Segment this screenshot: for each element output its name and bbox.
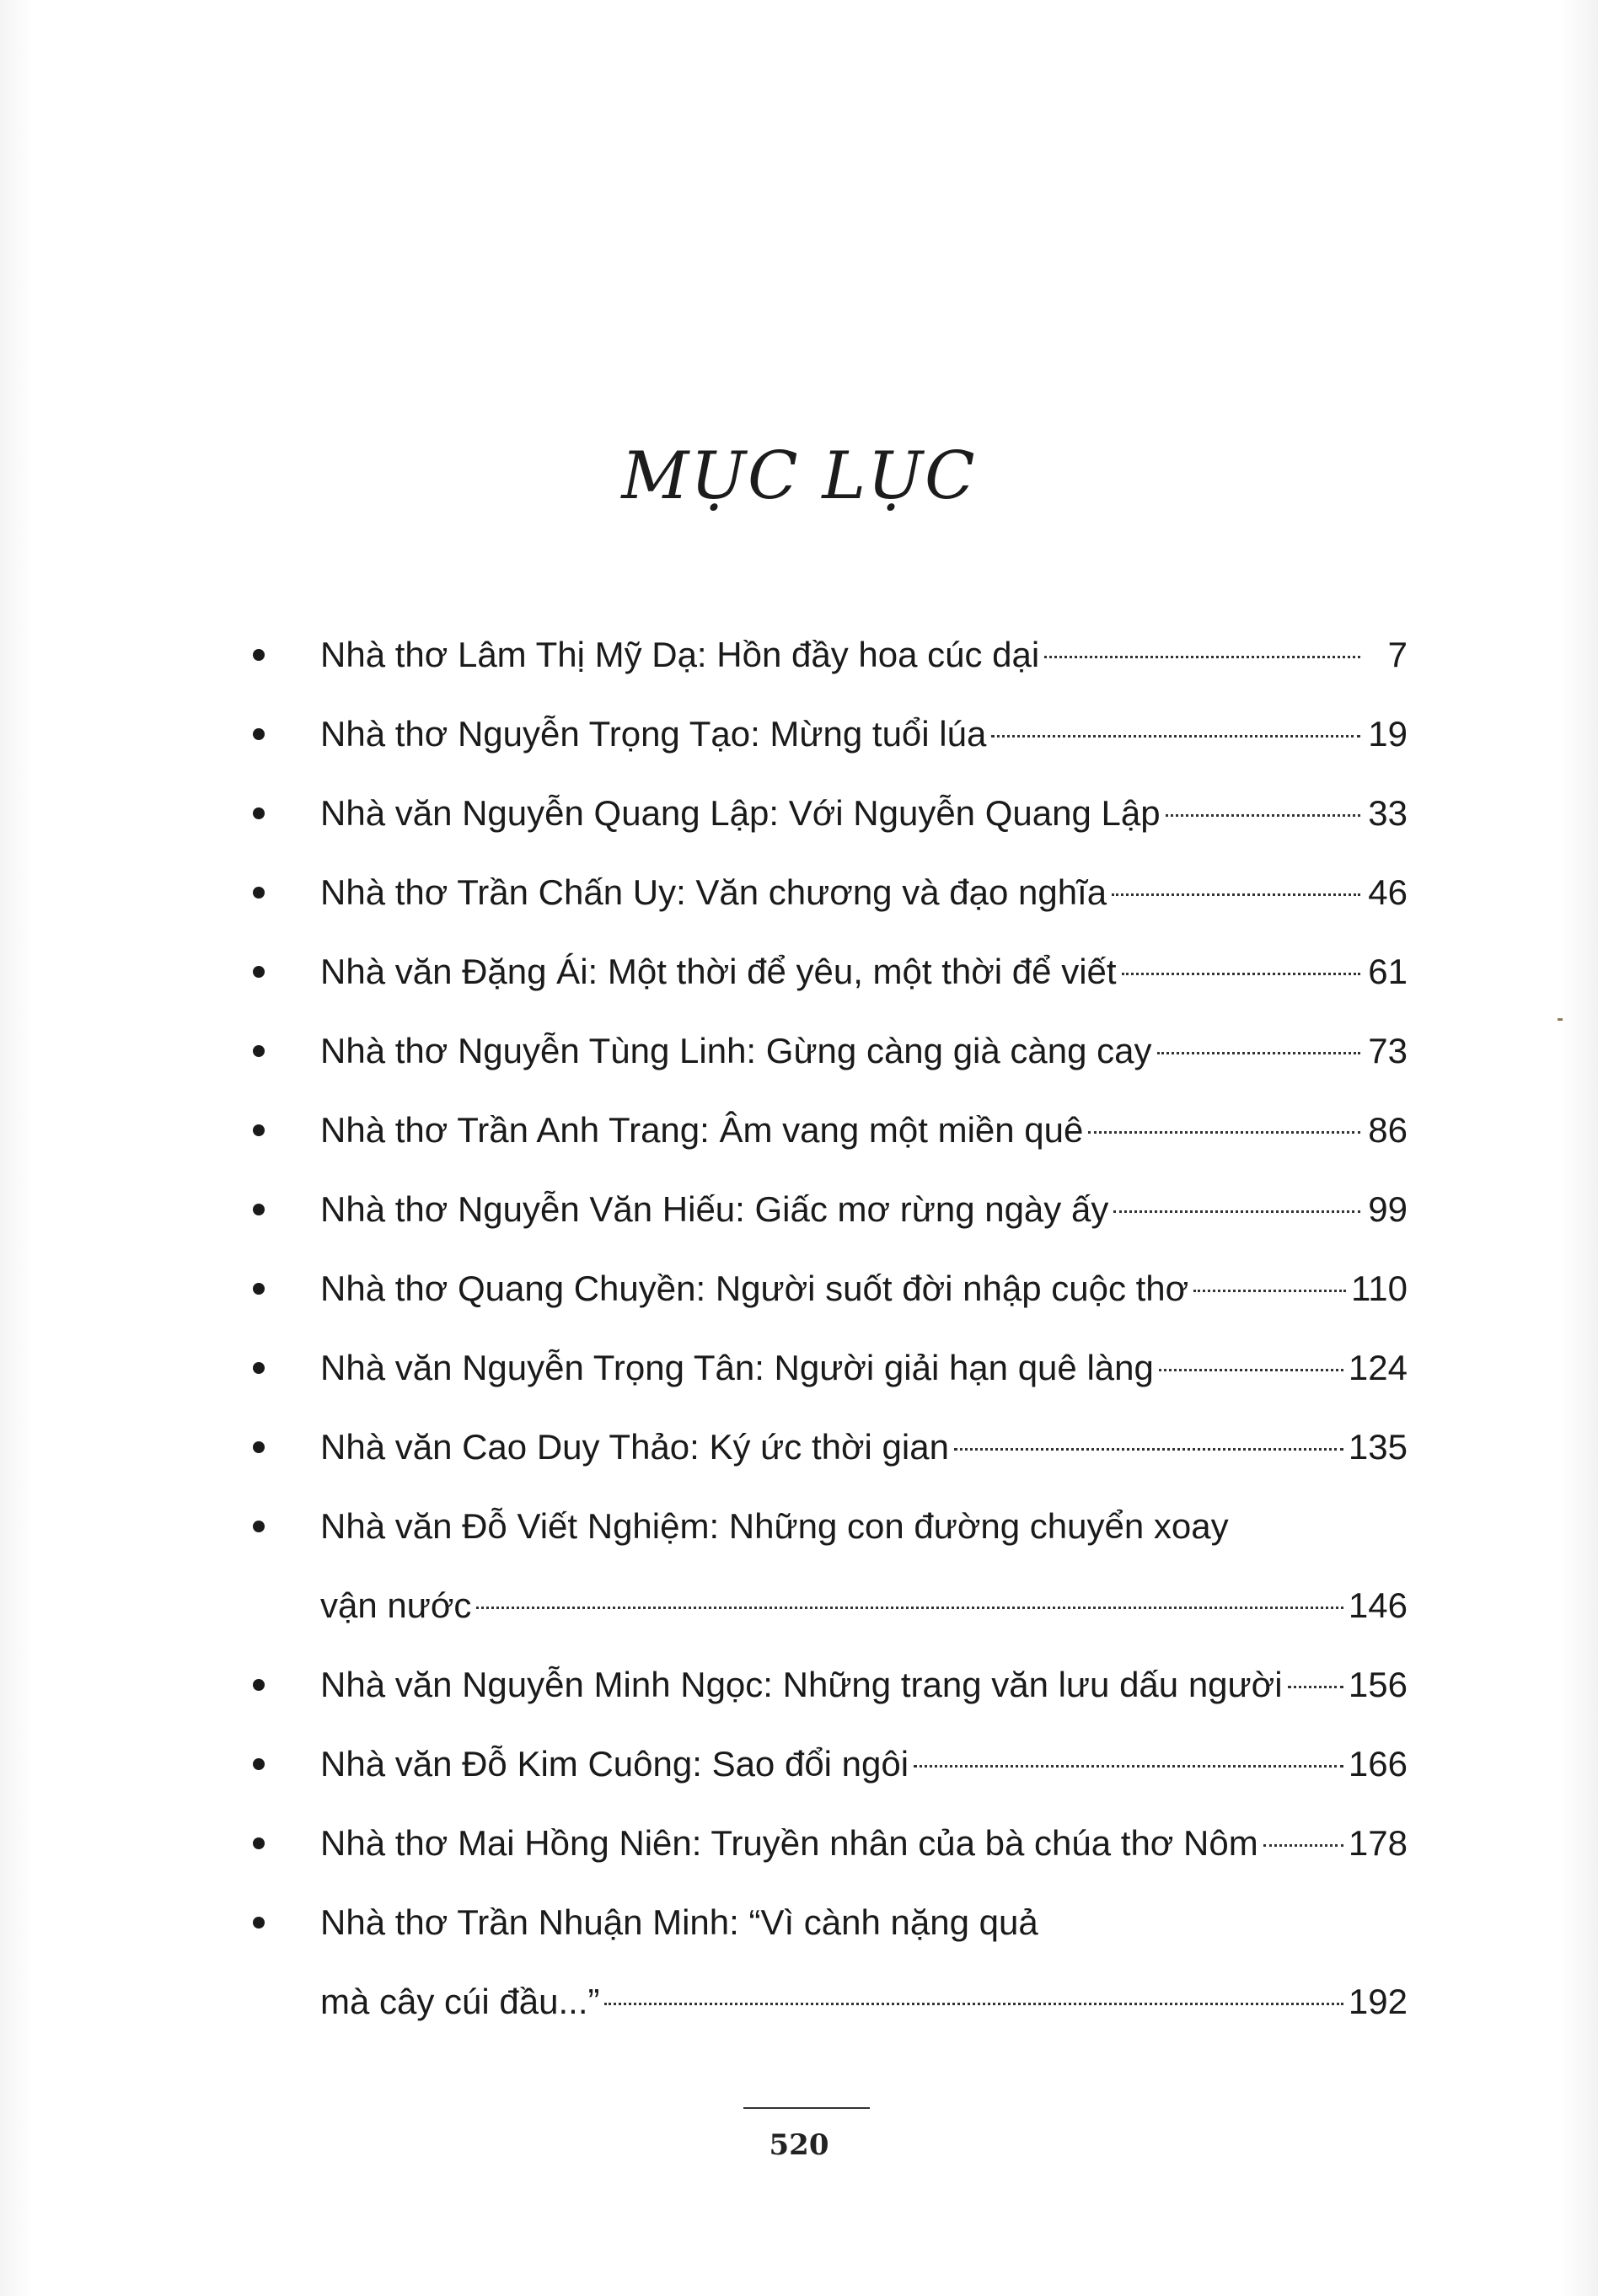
dot-leader (914, 1765, 1343, 1768)
toc-entry-page: 110 (1351, 1269, 1408, 1308)
page-number: 520 (769, 2128, 829, 2162)
toc-entry (236, 774, 1408, 853)
paper-speck (1558, 1018, 1563, 1021)
dot-leader (1044, 656, 1360, 658)
dot-leader (1113, 1210, 1360, 1213)
dot-leader (1159, 1369, 1343, 1371)
bullet-icon (236, 1883, 320, 1962)
footer-divider (743, 2107, 870, 2109)
toc-entry-title: Nhà văn Đỗ Viết Nghiệm: Những con đường chuyển xoay (320, 1506, 1229, 1546)
dot-leader (1112, 893, 1360, 896)
toc-entry-title: Nhà văn Nguyễn Quang Lập: Với Nguyễn Quang Lập (320, 793, 1161, 833)
toc-entry-title: Nhà thơ Nguyễn Văn Hiếu: Giấc mơ rừng ngày ấy (320, 1189, 1109, 1229)
toc-entry-title: Nhà văn Đặng Ái: Một thời để yêu, một thời để viết (320, 952, 1117, 991)
dot-leader (991, 735, 1360, 738)
dot-leader (476, 1607, 1343, 1609)
toc-entry (236, 1249, 1408, 1328)
toc-entry-page: 86 (1368, 1110, 1408, 1150)
dot-leader (1288, 1686, 1343, 1688)
toc-entry (236, 1645, 1408, 1725)
bullet-icon (236, 932, 320, 1011)
toc-entry-page: 178 (1348, 1823, 1408, 1863)
toc-entry (236, 853, 1408, 932)
bullet-icon (236, 1408, 320, 1487)
toc-entry-title: Nhà văn Nguyễn Minh Ngọc: Những trang văn lưu dấu người (320, 1665, 1283, 1704)
dot-leader (954, 1448, 1343, 1451)
bullet-icon (236, 774, 320, 853)
toc-entry-page: 61 (1368, 952, 1408, 991)
toc-entry-page: 19 (1368, 714, 1408, 754)
bullet-icon (236, 615, 320, 695)
toc-entry-page: 73 (1368, 1031, 1408, 1070)
page-title: MỤC LỤC (621, 438, 977, 514)
dot-leader (1088, 1131, 1360, 1134)
bullet-icon (236, 1091, 320, 1170)
toc-entry-title: Nhà thơ Trần Chấn Uy: Văn chương và đạo nghĩa (320, 872, 1107, 912)
toc-entry (236, 1408, 1408, 1487)
toc-entry (236, 1011, 1408, 1091)
toc-entry-title: Nhà văn Cao Duy Thảo: Ký ức thời gian (320, 1427, 949, 1467)
bullet-icon (236, 1011, 320, 1091)
toc-entry-title: Nhà thơ Lâm Thị Mỹ Dạ: Hồn đầy hoa cúc dại (320, 635, 1040, 674)
toc-entry (236, 695, 1408, 774)
toc-entry-title-continued: mà cây cúi đầu...” (320, 1982, 600, 2021)
toc-entry (236, 932, 1408, 1011)
bullet-icon (236, 853, 320, 932)
toc-entry-page: 135 (1348, 1427, 1408, 1467)
bullet-icon (236, 1804, 320, 1883)
toc-entry-title-continued: vận nước (320, 1585, 472, 1625)
toc-entry-title: Nhà văn Nguyễn Trọng Tân: Người giải hạn quê làng (320, 1348, 1154, 1387)
toc-entry-title: Nhà thơ Trần Nhuận Minh: “Vì cành nặng quả (320, 1902, 1038, 1942)
toc-entry-title: Nhà văn Đỗ Kim Cuông: Sao đổi ngôi (320, 1744, 909, 1784)
toc-entry-page: 99 (1368, 1189, 1408, 1229)
dot-leader (604, 2003, 1343, 2005)
toc-entry (236, 1804, 1408, 1883)
toc-entry (236, 615, 1408, 695)
toc-entry (236, 1883, 1408, 2041)
toc-entry (236, 1091, 1408, 1170)
toc-entry-page: 192 (1348, 1982, 1408, 2021)
toc-entry-page: 146 (1348, 1585, 1408, 1625)
table-of-contents (236, 615, 1408, 2041)
toc-entry (236, 1487, 1408, 1645)
toc-entry-page: 124 (1348, 1348, 1408, 1387)
toc-entry-page: 166 (1348, 1744, 1408, 1784)
dot-leader (1166, 814, 1360, 817)
toc-entry-page: 7 (1387, 635, 1408, 674)
dot-leader (1122, 973, 1360, 975)
dot-leader (1157, 1052, 1360, 1054)
toc-entry-title: Nhà thơ Nguyễn Trọng Tạo: Mừng tuổi lúa (320, 714, 987, 754)
dot-leader (1263, 1844, 1343, 1847)
bullet-icon (236, 1328, 320, 1408)
bullet-icon (236, 1487, 320, 1566)
toc-entry-page: 156 (1348, 1665, 1408, 1704)
bullet-icon (236, 1645, 320, 1725)
toc-entry-title: Nhà thơ Trần Anh Trang: Âm vang một miền quê (320, 1110, 1084, 1150)
dot-leader (1193, 1290, 1346, 1292)
bullet-icon (236, 1170, 320, 1249)
toc-entry-title: Nhà thơ Mai Hồng Niên: Truyền nhân của bà chúa thơ Nôm (320, 1823, 1258, 1863)
toc-entry-page: 46 (1368, 872, 1408, 912)
bullet-icon (236, 695, 320, 774)
toc-entry-page: 33 (1368, 793, 1408, 833)
toc-entry (236, 1328, 1408, 1408)
toc-entry (236, 1170, 1408, 1249)
toc-entry (236, 1725, 1408, 1804)
bullet-icon (236, 1725, 320, 1804)
toc-entry-title: Nhà thơ Nguyễn Tùng Linh: Gừng càng già càng cay (320, 1031, 1152, 1070)
toc-entry-title: Nhà thơ Quang Chuyền: Người suốt đời nhập cuộc thơ (320, 1269, 1189, 1308)
bullet-icon (236, 1249, 320, 1328)
